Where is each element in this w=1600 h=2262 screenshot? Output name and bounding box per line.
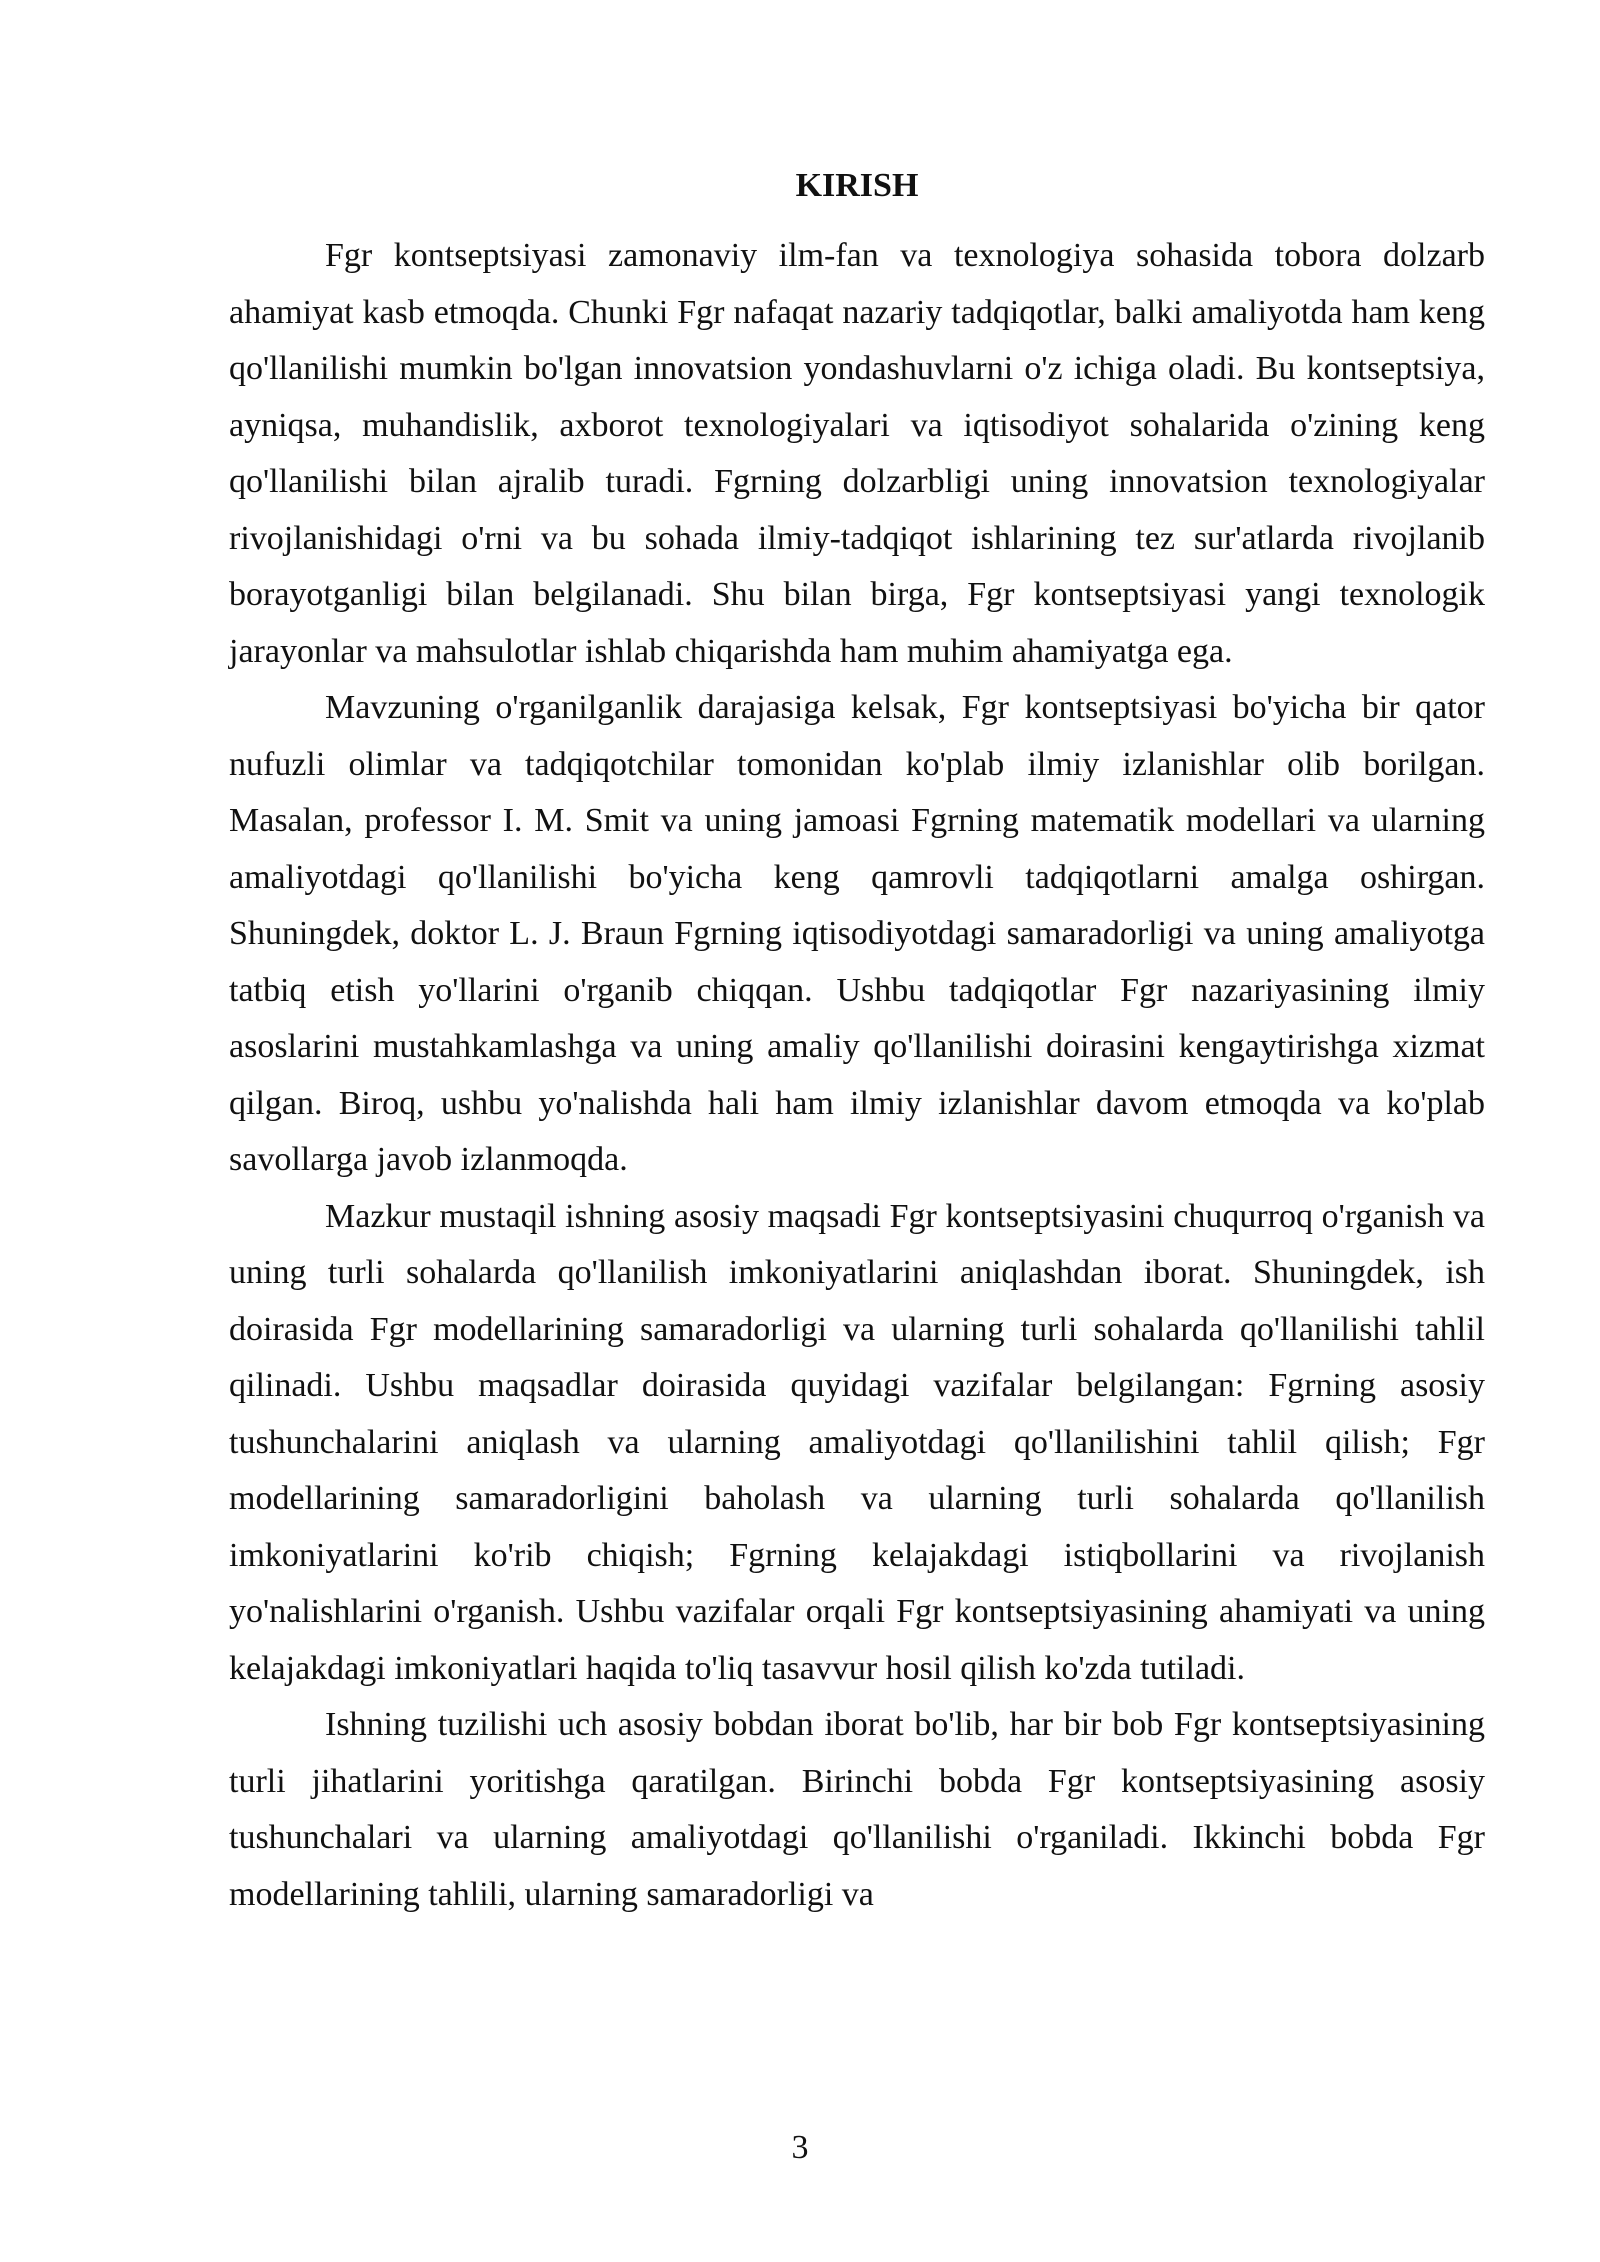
paragraph-goals-and-tasks: Mazkur mustaqil ishning asosiy maqsadi Fgr kontseptsiyasini chuqurroq o'rganish va uning turli sohalarda qo'llanilish imkoniyatlarini aniqlashdan iborat. Shuningdek, ish doirasida Fgr modellarining samaradorligi va ularning turli sohalarda qo'llanilishi tahlil qilinadi. Ushbu maqsadlar doirasida quyidagi vazifalar belgilangan: Fgrning asosiy tushunchalarini aniqlash va ularning amaliyotdagi qo'llanilishini tahlil qilish; Fgr modellarining samaradorligini baholash va ularning turli sohalarda qo'llanilish imkoniyatlarini ko'rib chiqish; Fgrning kelajakdagi istiqbollarini va rivojlanish yo'nalishlarini o'rganish. Ushbu vazifalar orqali Fgr kontseptsiyasining ahamiyati va uning kelajakdagi imkoniyatlari haqida to'liq tasavvur hosil qilish ko'zda tutiladi.	[229, 1197, 1485, 1687]
section-title: KIRISH	[795, 167, 919, 204]
page-content	[229, 160, 1485, 1923]
paragraph-relevance: Fgr kontseptsiyasi zamonaviy ilm-fan va texnologiya sohasida tobora dolzarb ahamiyat kasb etmoqda. Chunki Fgr nafaqat nazariy tadqiqotlar, balki amaliyotda ham keng qo'llanilishi mumkin bo'lgan innovatsion yondashuvlarni o'z ichiga oladi. Bu kontseptsiya, ayniqsa, muhandislik, axborot texnologiyalari va iqtisodiyot sohalarida o'zining keng qo'llanilishi bilan ajralib turadi. Fgrning dolzarbligi uning innovatsion texnologiyalar rivojlanishidagi o'rni va bu sohada ilmiy-tadqiqot ishlarining tez sur'atlarda rivojlanib borayotganligi bilan belgilanadi. Shu bilan birga, Fgr kontseptsiyasi yangi texnologik jarayonlar va mahsulotlar ishlab chiqarishda ham muhim ahamiyatga ega.	[229, 237, 1485, 670]
paragraph-structure: Ishning tuzilishi uch asosiy bobdan iborat bo'lib, har bir bob Fgr kontseptsiyasining turli jihatlarini yoritishga qaratilgan. Birinchi bobda Fgr kontseptsiyasining asosiy tushunchalari va ularning amaliyotdagi qo'llanilishi o'rganiladi. Ikkinchi bobda Fgr modellarining tahlili, ularning samaradorligi va	[229, 1706, 1485, 1913]
page-number: 3	[791, 2129, 809, 2166]
paragraph-literature-review: Mavzuning o'rganilganlik darajasiga kelsak, Fgr kontseptsiyasi bo'yicha bir qator nufuzli olimlar va tadqiqotchilar tomonidan ko'plab ilmiy izlanishlar olib borilgan. Masalan, professor I. M. Smit va uning jamoasi Fgrning matematik modellari va ularning amaliyotdagi qo'llanilishi bo'yicha keng qamrovli tadqiqotlarni amalga oshirgan. Shuningdek, doktor L. J. Braun Fgrning iqtisodiyotdagi samaradorligi va uning amaliyotga tatbiq etish yo'llarini o'rganib chiqqan. Ushbu tadqiqotlar Fgr nazariyasining ilmiy asoslarini mustahkamlashga va uning amaliy qo'llanilishi doirasini kengaytirishga xizmat qilgan. Biroq, ushbu yo'nalishda hali ham ilmiy izlanishlar davom etmoqda va ko'plab savollarga javob izlanmoqda.	[229, 689, 1485, 1178]
